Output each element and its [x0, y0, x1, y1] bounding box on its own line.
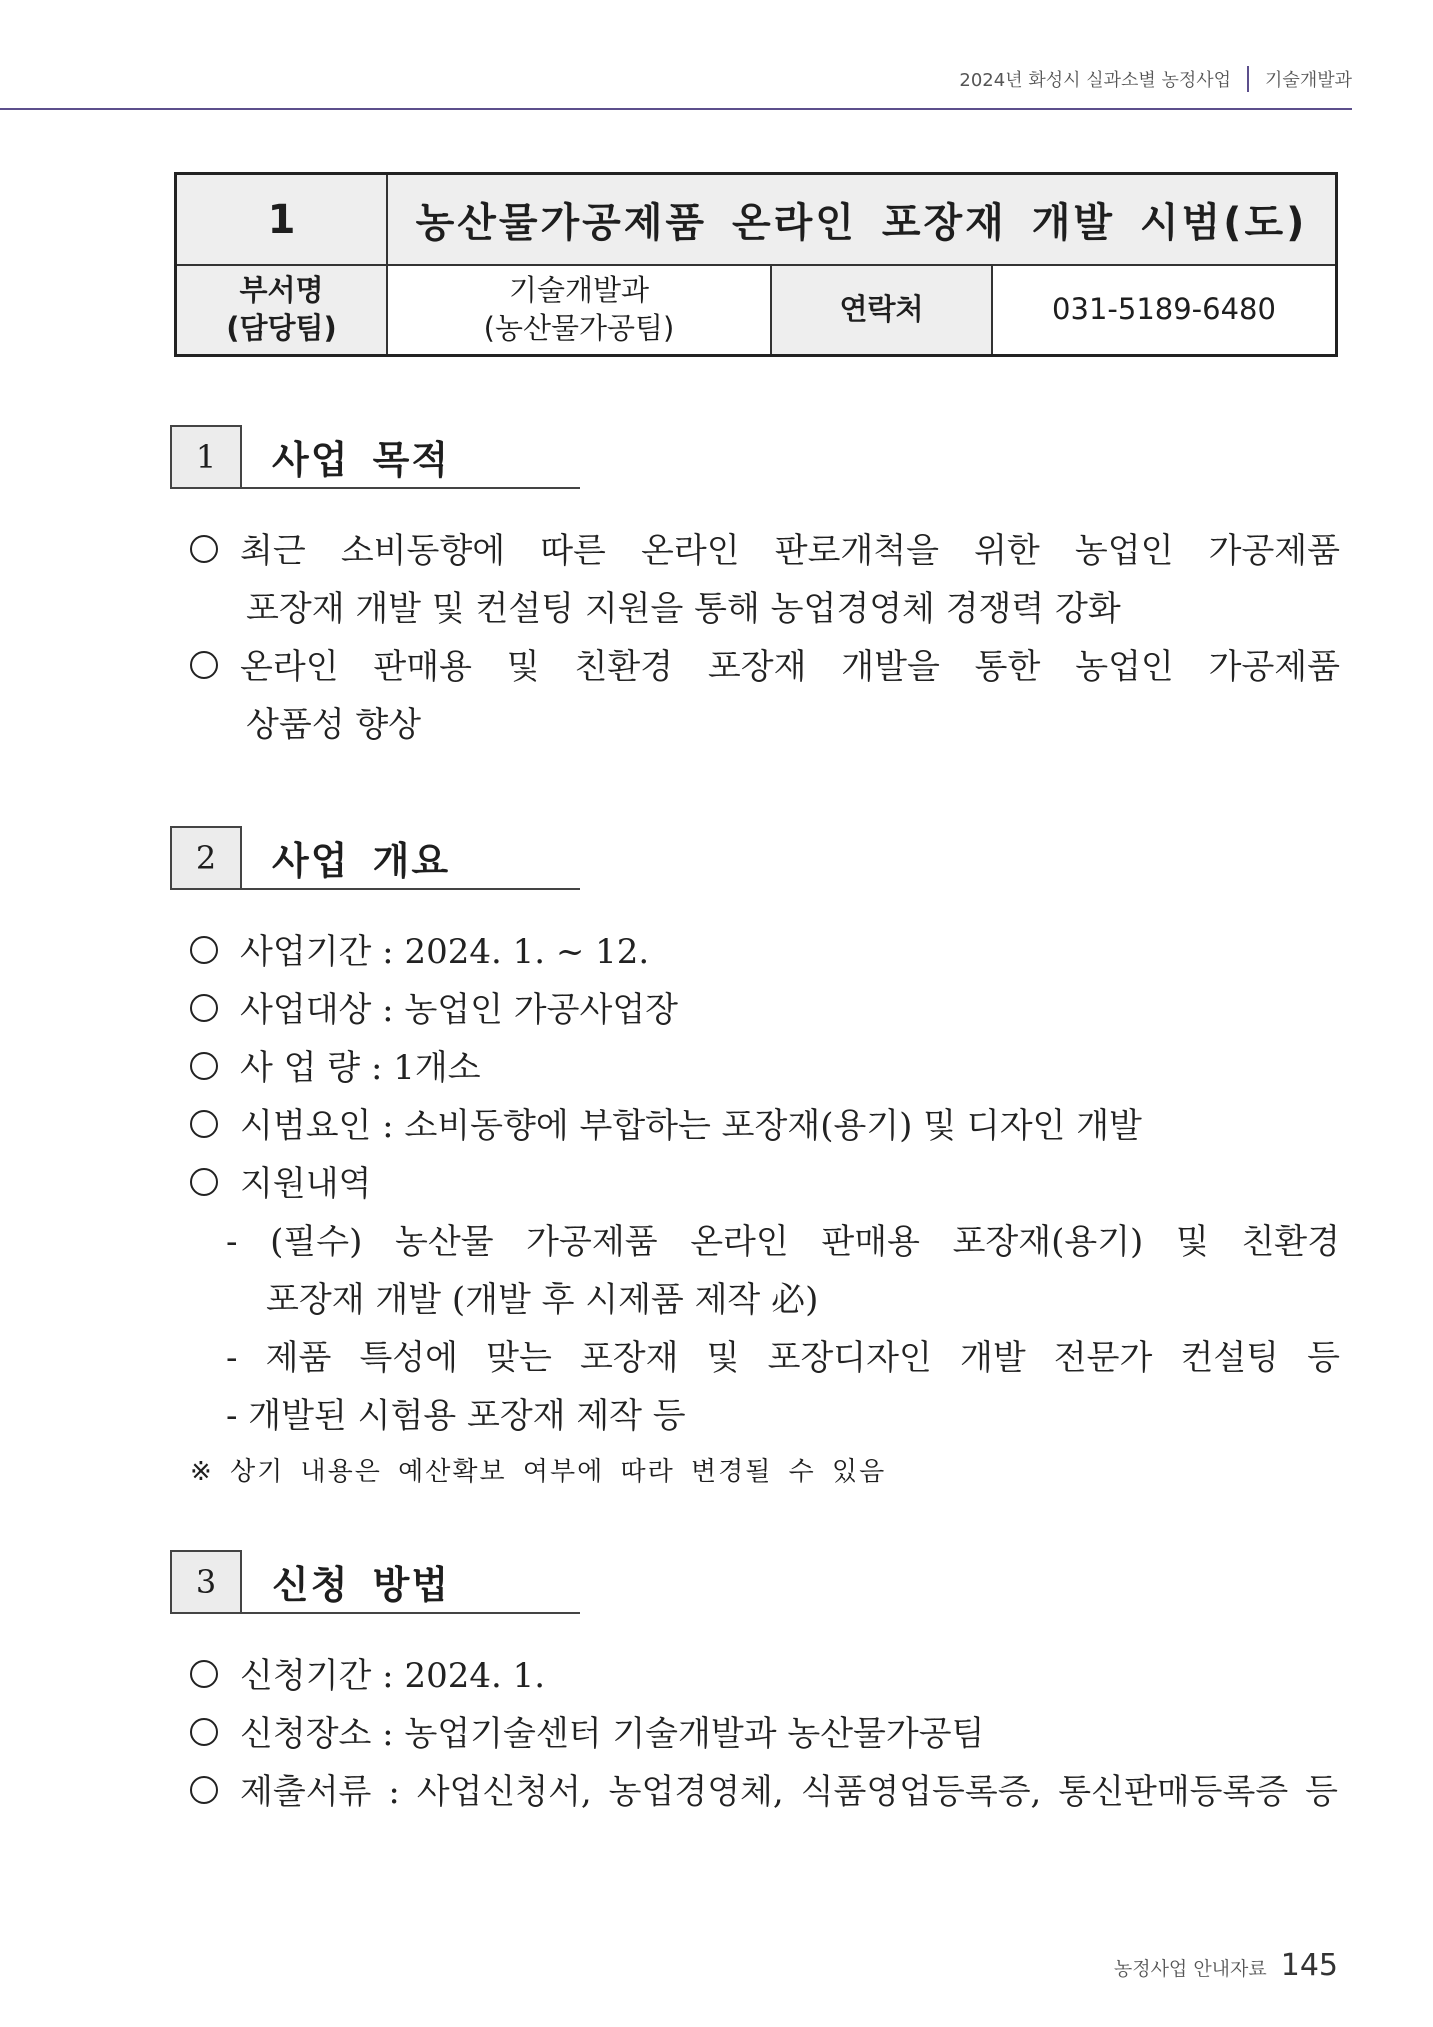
section-heading — [170, 826, 580, 890]
section-title: 신청 방법 — [272, 1562, 451, 1607]
header-divider — [1247, 66, 1249, 92]
dept-value-cell — [388, 266, 772, 354]
bullet-item — [190, 638, 1340, 696]
bullet-item — [190, 1155, 371, 1213]
project-title-table — [174, 172, 1338, 357]
page-number: 145 — [1280, 1948, 1338, 1983]
section-number: 2 — [170, 826, 242, 888]
circle-bullet-icon — [190, 1110, 218, 1138]
dept-label: 부서명 — [239, 273, 324, 308]
running-header — [959, 66, 1352, 92]
bullet-text: 온라인 판매용 및 친환경 포장재 개발을 통한 농업인 가공제품 — [240, 647, 1340, 687]
circle-bullet-icon — [190, 936, 218, 964]
section-number: 1 — [170, 425, 242, 487]
bullet-item — [190, 1763, 1338, 1821]
sub-item-text-continued: 포장재 개발 (개발 후 시제품 제작 必) — [266, 1280, 819, 1320]
bullet-item — [190, 1647, 545, 1705]
page-footer — [1114, 1948, 1338, 1983]
bullet-item — [190, 981, 678, 1039]
bullet-text: 사업대상 : 농업인 가공사업장 — [240, 990, 679, 1030]
contact-value-cell — [993, 266, 1335, 354]
title-row — [177, 175, 1335, 266]
sub-item — [226, 1329, 1340, 1387]
contact-label-cell — [772, 266, 993, 354]
section-heading — [170, 425, 580, 489]
circle-bullet-icon — [190, 1718, 218, 1746]
team-value: (농산물가공팀) — [483, 311, 675, 345]
bullet-text: 제출서류 : 사업신청서, 농업경영체, 식품영업등록증, 통신판매등록증 등 — [240, 1772, 1338, 1812]
sub-item — [226, 1387, 686, 1445]
circle-bullet-icon — [190, 994, 218, 1022]
contact-value: 031-5189-6480 — [1052, 292, 1276, 327]
bullet-text: 신청장소 : 농업기술센터 기술개발과 농산물가공팀 — [240, 1714, 985, 1754]
bullet-item — [190, 522, 1340, 580]
dept-label-cell — [177, 266, 388, 354]
bullet-text: 사 업 량 : 1개소 — [240, 1048, 481, 1088]
header-department: 기술개발과 — [1265, 70, 1352, 91]
circle-bullet-icon — [190, 535, 218, 563]
sub-item-text: - 개발된 시험용 포장재 제작 등 — [226, 1396, 686, 1436]
circle-bullet-icon — [190, 1776, 218, 1804]
circle-bullet-icon — [190, 1052, 218, 1080]
bullet-text: 지원내역 — [240, 1164, 372, 1204]
contact-label: 연락처 — [839, 292, 924, 327]
footer-label: 농정사업 안내자료 — [1113, 1958, 1267, 1980]
header-publication: 2024년 화성시 실과소별 농정사업 — [959, 70, 1232, 91]
bullet-text-continued: 포장재 개발 및 컨설팅 지원을 통해 농업경영체 경쟁력 강화 — [246, 589, 1121, 629]
team-label: (담당팀) — [226, 311, 337, 345]
bullet-text: 최근 소비동향에 따른 온라인 판로개척을 위한 농업인 가공제품 — [240, 531, 1340, 571]
sub-item-text: - 제품 특성에 맞는 포장재 및 포장디자인 개발 전문가 컨설팅 등 — [226, 1338, 1340, 1378]
circle-bullet-icon — [190, 651, 218, 679]
section-heading — [170, 1550, 580, 1614]
sub-item-text: - (필수) 농산물 가공제품 온라인 판매용 포장재(용기) 및 친환경 — [226, 1222, 1340, 1262]
project-title: 농산물가공제품 온라인 포장재 개발 시범(도) — [415, 200, 1308, 246]
section-title: 사업 목적 — [272, 437, 451, 482]
info-row — [177, 266, 1335, 354]
sub-item — [226, 1213, 1340, 1271]
dept-value: 기술개발과 — [508, 273, 650, 308]
bullet-item — [190, 1039, 481, 1097]
bullet-item — [190, 1705, 984, 1763]
section-title: 사업 개요 — [272, 838, 451, 883]
bullet-text: 사업기간 : 2024. 1. ~ 12. — [240, 932, 650, 972]
project-number: 1 — [177, 175, 388, 264]
bullet-text: 시범요인 : 소비동향에 부합하는 포장재(용기) 및 디자인 개발 — [240, 1106, 1142, 1146]
bullet-text: 신청기간 : 2024. 1. — [240, 1656, 546, 1696]
footnote: ※ 상기 내용은 예산확보 여부에 따라 변경될 수 있음 — [190, 1457, 887, 1487]
bullet-item — [190, 923, 649, 981]
circle-bullet-icon — [190, 1660, 218, 1688]
bullet-item — [190, 1097, 1142, 1155]
section-number: 3 — [170, 1550, 242, 1612]
bullet-text-continued: 상품성 향상 — [246, 705, 422, 745]
circle-bullet-icon — [190, 1168, 218, 1196]
